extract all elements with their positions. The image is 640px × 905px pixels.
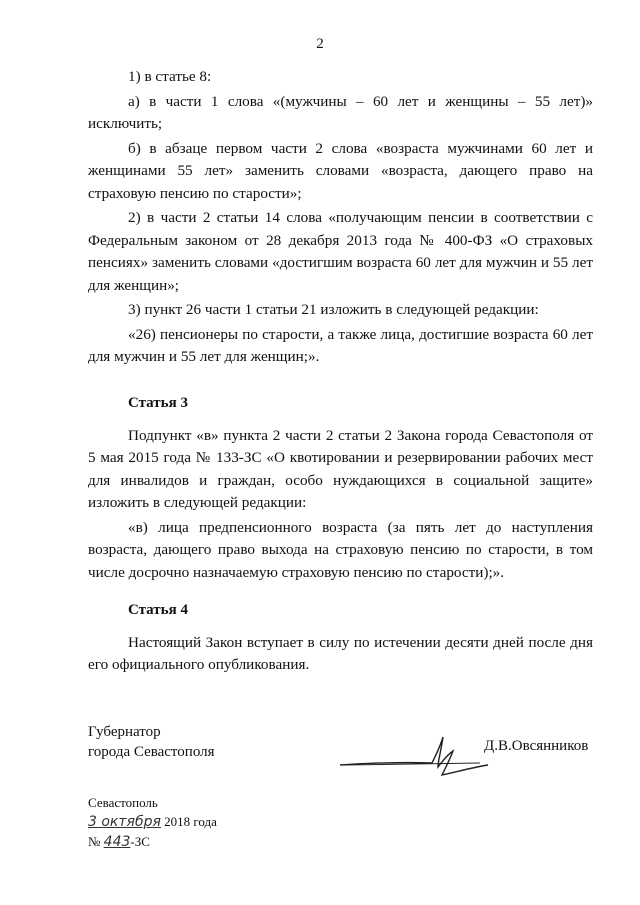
article-4-paragraph: Настоящий Закон вступает в силу по истечении десяти дней после дня его официального опубликования.	[88, 633, 593, 673]
amendment-item: «26) пенсионеры по старости, а также лица, достигшие возраста 60 лет для мужчин и 55 лет для женщин;».	[88, 325, 593, 365]
article-3	[88, 392, 593, 584]
article-4	[88, 599, 593, 677]
signatory-name: Д.В.Овсянников	[484, 738, 589, 754]
footer-city: Севастополь	[88, 795, 158, 810]
signatory-title-line: Губернатор	[88, 724, 161, 740]
amendment-item: 3) пункт 26 части 1 статьи 21 изложить в следующей редакции:	[128, 301, 539, 318]
footer-number	[88, 832, 217, 852]
amendment-item: б) в абзаце первом части 2 слова «возраста мужчинами 60 лет и женщинами 55 лет» заменить словами «возраста, дающего право на страховую пенсию по старости»;	[88, 139, 593, 202]
signatory-title-line: города Севастополя	[88, 744, 215, 760]
footer-date	[88, 812, 217, 832]
article-3-heading: Статья 3	[128, 395, 188, 411]
amendment-item: а) в части 1 слова «(мужчины – 60 лет и женщины – 55 лет)» исключить;	[88, 92, 593, 132]
handwritten-number: 443	[103, 834, 131, 850]
article-2-amendments	[88, 66, 593, 369]
article-4-heading: Статья 4	[128, 602, 188, 618]
number-suffix: -ЗС	[130, 834, 150, 849]
article-3-paragraph: «в) лица предпенсионного возраста (за пять лет до наступления возраста, дающего право выхода на страховую пенсию по старости, в том числе досрочно назначаемую страховую пенсию по старости);».	[88, 518, 593, 581]
amendment-item: 2) в части 2 статьи 14 слова «получающим пенсии в соответствии с Федеральным законом от 28 декабря 2013 года № 400-ФЗ «О страховых пенсиях» заменить словами «достигшим возраста 60 лет для мужчин и 55 лет для женщин»;	[88, 209, 593, 294]
number-prefix: №	[88, 834, 101, 849]
date-year: 2018 года	[164, 814, 217, 829]
article-3-paragraph: Подпункт «в» пункта 2 части 2 статьи 2 Закона города Севастополя от 5 мая 2015 года № 133-ЗС «О квотировании и резервировании рабочих мест для инвалидов и граждан, особо нуждающихся в социальной защите» изложить в следующей редакции:	[88, 426, 593, 511]
signatory-title	[88, 722, 215, 762]
handwritten-signature	[340, 735, 490, 785]
page-number: 2	[316, 36, 324, 52]
handwritten-date: 3 октября	[88, 814, 161, 830]
amendment-item: 1) в статье 8:	[128, 68, 212, 85]
document-footer	[88, 793, 217, 852]
